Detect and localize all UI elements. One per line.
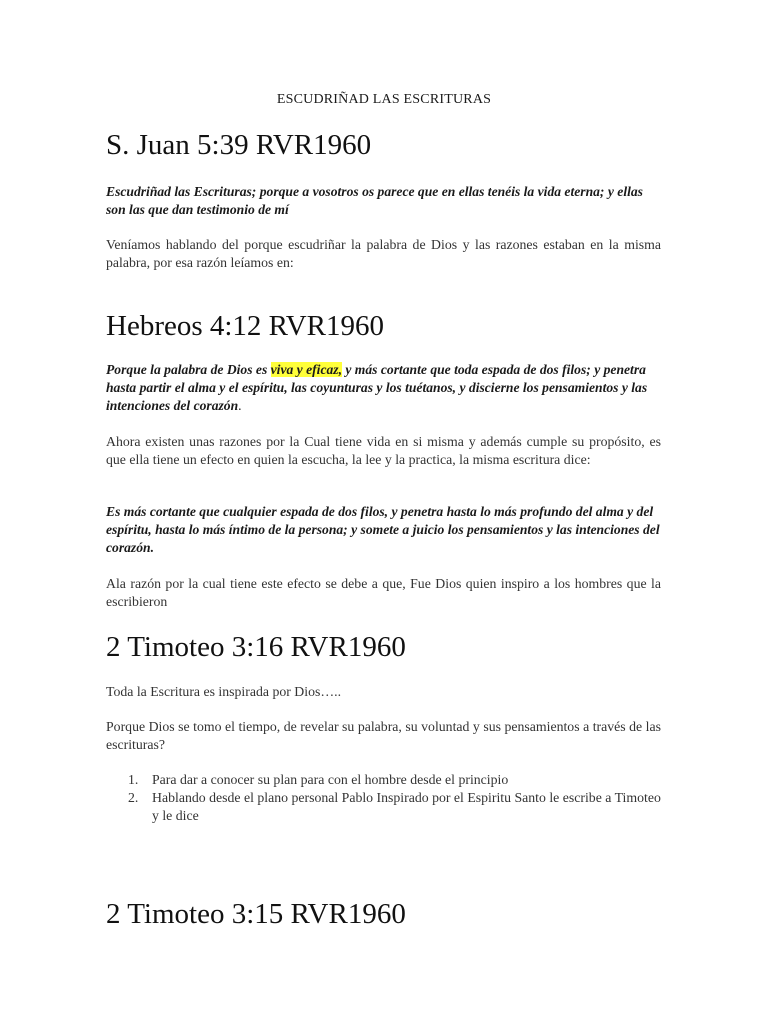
list-item bbox=[106, 789, 662, 825]
verse-hebreos-paraphrase: Es más cortante que cualquier espada de dos filos, y penetra hasta lo más profundo del alma y del espíritu, hasta lo más íntimo de la persona; y somete a juicio los pensamientos y las intenciones del corazón. bbox=[106, 504, 660, 555]
list-item-text: Para dar a conocer su plan para con el hombre desde el principio bbox=[152, 772, 509, 787]
verse-hebreos-period: . bbox=[238, 398, 242, 413]
paragraph-intro: Veníamos hablando del porque escudriñar la palabra de Dios y las razones estaban en la misma palabra, por esa razón leíamos en: bbox=[106, 237, 661, 270]
reasons-list bbox=[106, 771, 662, 825]
verse-hebreos bbox=[106, 361, 662, 415]
paragraph-inspirada: Toda la Escritura es inspirada por Dios….. bbox=[106, 684, 342, 699]
document-title: ESCUDRIÑAD LAS ESCRITURAS bbox=[276, 92, 492, 107]
section-heading-juan: S. Juan 5:39 RVR1960 bbox=[106, 129, 372, 161]
verse-hebreos-start: Porque la palabra de Dios es bbox=[106, 362, 271, 377]
paragraph-pregunta: Porque Dios se tomo el tiempo, de revelar su palabra, su voluntad y sus pensamientos a través de las escrituras? bbox=[106, 719, 661, 752]
list-item-text: Hablando desde el plano personal Pablo Inspirado por el Espiritu Santo le escribe a Timoteo y le dice bbox=[152, 790, 661, 823]
section-heading-timoteo-16: 2 Timoteo 3:16 RVR1960 bbox=[106, 631, 406, 663]
list-item bbox=[106, 771, 662, 789]
paragraph-razones: Ahora existen unas razones por la Cual tiene vida en si misma y además cumple su propósito, es que ella tiene un efecto en quien la escucha, la lee y la practica, la misma escritura dice: bbox=[106, 434, 661, 467]
verse-hebreos-highlight: viva y eficaz, bbox=[270, 362, 342, 377]
section-heading-hebreos: Hebreos 4:12 RVR1960 bbox=[106, 310, 384, 342]
list-item-number: 2. bbox=[128, 790, 139, 805]
paragraph-inspiracion: Ala razón por la cual tiene este efecto se debe a que, Fue Dios quien inspiro a los hombres que la escribieron bbox=[106, 576, 661, 609]
verse-hebreos-rest: y más cortante que toda espada de dos filos; y penetra hasta partir el alma y el espíritu, las coyunturas y los tuétanos, y discierne los pensamientos y las intenciones del corazón bbox=[106, 362, 648, 413]
section-heading-timoteo-15: 2 Timoteo 3:15 RVR1960 bbox=[106, 898, 406, 930]
list-item-number: 1. bbox=[128, 772, 139, 787]
verse-juan: Escudriñad las Escrituras; porque a vosotros os parece que en ellas tenéis la vida eterna; y ellas son las que dan testimonio de mí bbox=[106, 184, 643, 217]
